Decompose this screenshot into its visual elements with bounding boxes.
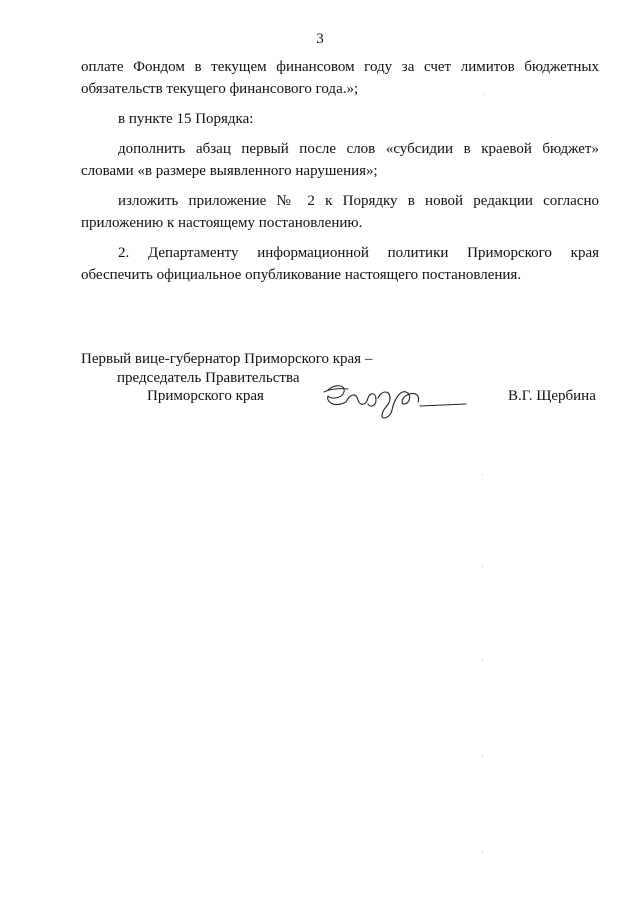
paragraph-rest: обязательств текущего финансового года.»; (81, 81, 359, 97)
paragraph-rest: обеспечить официальное опубликование настоящего постановления. (81, 267, 522, 283)
paragraph-first-line: дополнить абзац первый после слов «субсидии в краевой бюджет» (118, 141, 599, 157)
handwritten-signature (320, 380, 470, 420)
paragraph-first-line: 2. Департаменту информационной политики Приморского края (118, 245, 599, 261)
scan-speck (482, 756, 483, 757)
paragraph-rest: приложению к настоящему постановлению. (81, 215, 363, 231)
paragraph-item-15: в пункте 15 Порядка: (118, 111, 254, 127)
scan-speck (482, 660, 483, 661)
paragraph-continuation (81, 56, 599, 100)
scan-speck (482, 852, 483, 853)
scan-speck (482, 474, 483, 475)
scan-speck (484, 94, 485, 95)
document-body (81, 56, 599, 294)
signatory-position-line1: Первый вице-губернатор Приморского края – (81, 351, 373, 367)
paragraph-first-line: изложить приложение № 2 к Порядку в новой редакции согласно (118, 193, 599, 209)
signatory-position-line3: Приморского края (147, 388, 264, 404)
page-number: 3 (316, 31, 324, 47)
paragraph-appendix (81, 190, 599, 234)
paragraph-rest: словами «в размере выявленного нарушения»; (81, 163, 378, 179)
paragraph-first-line: оплате Фондом в текущем финансовом году за счет лимитов бюджетных (81, 59, 599, 75)
paragraph-section-2 (81, 242, 599, 286)
paragraph-supplement (81, 138, 599, 182)
signatory-name: В.Г. Щербина (508, 388, 596, 404)
scan-speck (482, 566, 483, 567)
signatory-position-line2: председатель Правительства (117, 369, 300, 386)
